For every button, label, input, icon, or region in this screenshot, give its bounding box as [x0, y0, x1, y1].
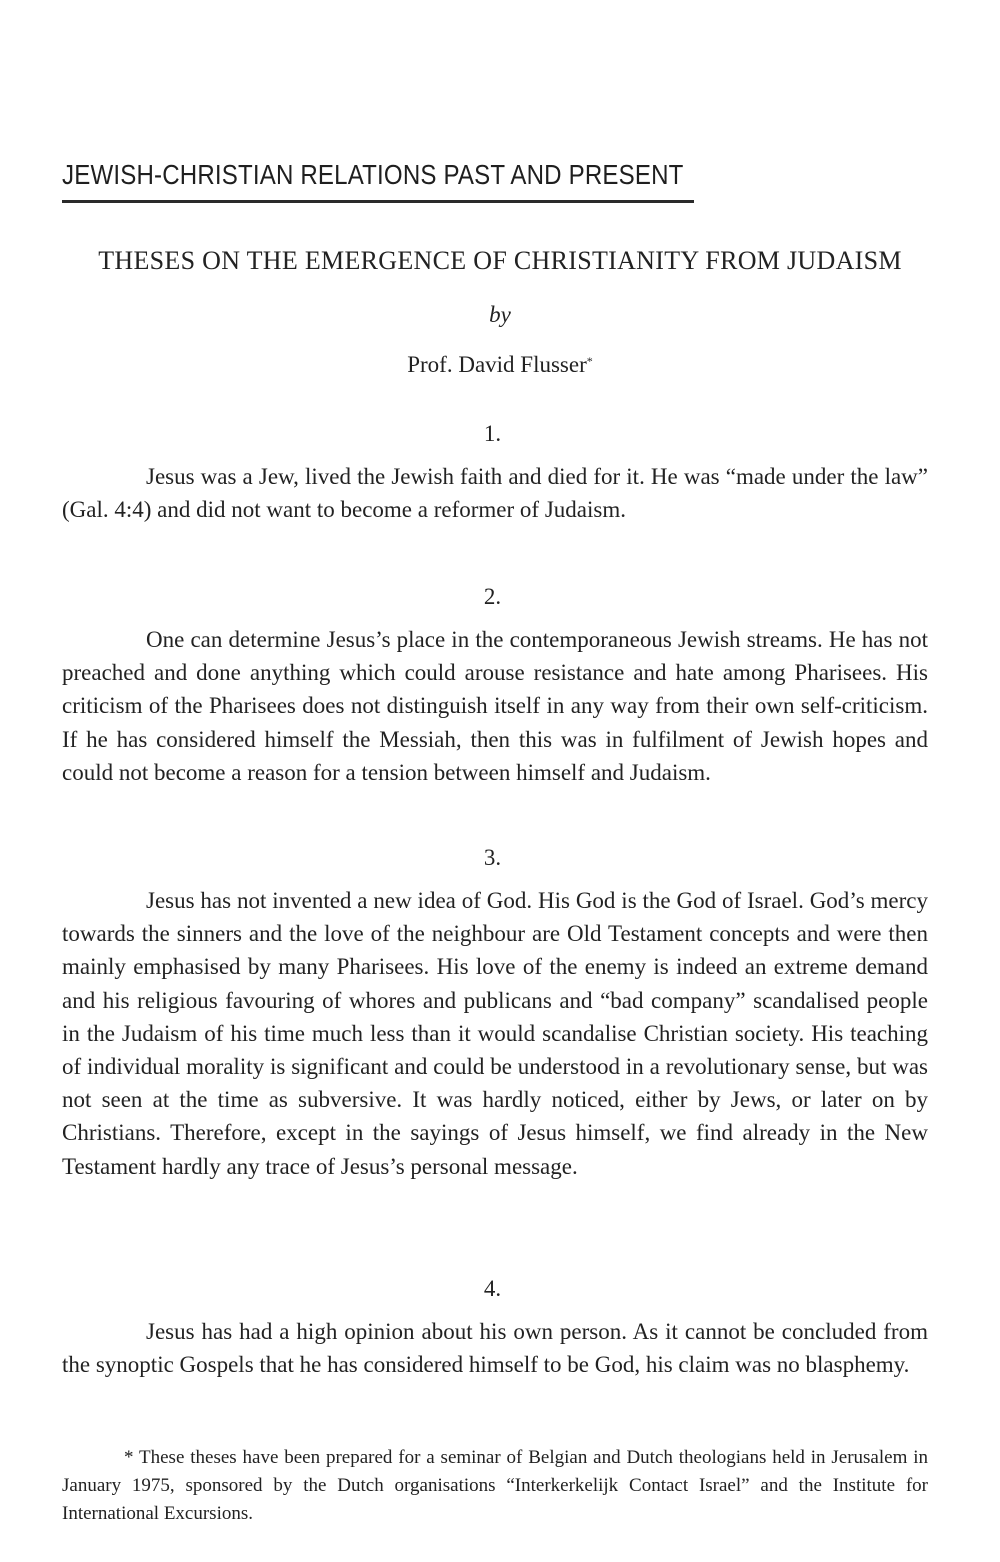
article-title: THESES ON THE EMERGENCE OF CHRISTIANITY FROM JUDAISM [98, 246, 902, 275]
thesis-paragraph-1: Jesus was a Jew, lived the Jewish faith and died for it. He was “made under the law” (Gal. 4:4) and did not want to become a reformer of Judaism. [62, 464, 928, 523]
author-name-text: Prof. David Flusser [407, 352, 587, 377]
footnote: * These theses have been prepared for a seminar of Belgian and Dutch theologians held in Jerusalem in January 1975, sponsored by the Dutch organisations “Interkerkelijk Contact Israel” and the Institute for International Excursions. [62, 1447, 928, 1524]
footnote-marker: * [586, 354, 593, 368]
section-title: JEWISH-CHRISTIAN RELATIONS PAST AND PRESENT [62, 159, 684, 190]
thesis-number-4: 4. [483, 1276, 502, 1301]
thesis-paragraph-2: One can determine Jesus’s place in the contemporaneous Jewish streams. He has not preached and done anything which could arouse resistance and hate among Pharisees. His criticism of the Pharisees does not distinguish itself in any way from their own self-criticism. If he has considered himself the Messiah, then this was in fulfilment of Jewish hopes and could not become a reason for a tension between himself and Judaism. [62, 627, 928, 785]
thesis-number-2: 2. [483, 584, 502, 609]
header-rule [62, 200, 694, 203]
thesis-number-3: 3. [483, 845, 502, 870]
thesis-paragraph-4: Jesus has had a high opinion about his own person. As it cannot be concluded from the synoptic Gospels that he has considered himself to be God, his claim was no blasphemy. [62, 1319, 928, 1378]
thesis-number-1: 1. [483, 421, 502, 446]
byline: by [489, 302, 511, 327]
thesis-paragraph-3: Jesus has not invented a new idea of God. His God is the God of Israel. God’s mercy towards the sinners and the love of the neighbour are Old Testament concepts and were then mainly emphasised by many Pharisees. His love of the enemy is indeed an extreme demand and his religious favouring of whores and publicans and “bad company” scandalised people in the Judaism of his time much less than it would scandalise Christian society. His teaching of individual morality is significant and could be understood in a revolutionary sense, but was not seen at the time as subversive. It was hardly noticed, either by Jews, or later on by Christians. Therefore, except in the sayings of Jesus himself, we find already in the New Testament hardly any trace of Jesus’s personal message. [62, 888, 928, 1179]
author-name [0, 352, 1000, 378]
running-header [62, 158, 702, 192]
